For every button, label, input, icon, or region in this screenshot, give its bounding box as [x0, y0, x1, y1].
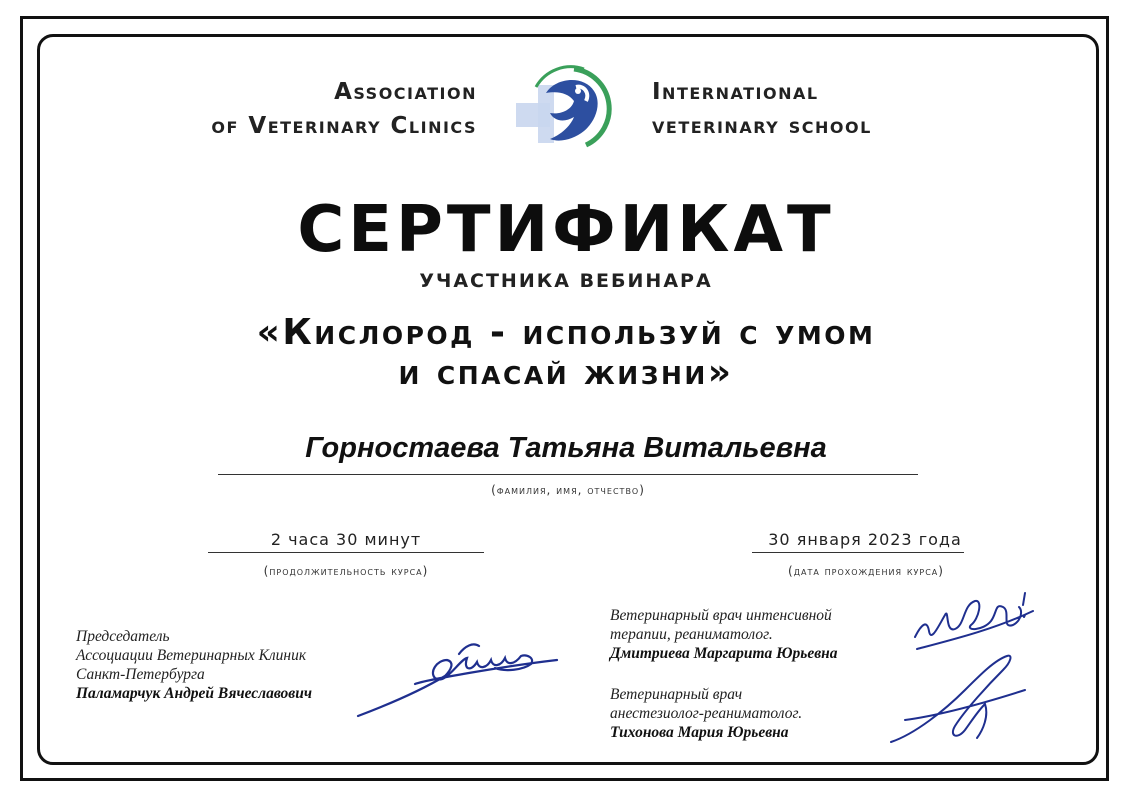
chair-name: Паламарчук Андрей Вячеславович — [76, 685, 312, 702]
completion-date: 30 января 2023 года — [768, 530, 962, 549]
school-line-1: International — [652, 79, 819, 105]
name-caption: (фамилия, имя, отчество) — [491, 483, 645, 497]
vet1-signatory — [610, 606, 910, 663]
date-caption: (дата прохождения курса) — [788, 564, 944, 578]
school-line-2: veterinary school — [652, 113, 872, 139]
vet2-name: Тихонова Мария Юрьевна — [610, 724, 789, 741]
course-title-line-2: и спасай жизни» — [398, 352, 734, 393]
association-line-2: of Veterinary Clinics — [211, 113, 477, 139]
chair-role-line-1: Председатель — [76, 628, 170, 645]
participant-name: Горностаева Татьяна Витальевна — [305, 432, 827, 464]
certificate-title: СЕРТИФИКАТ — [297, 193, 835, 267]
vet2-signature-image — [885, 650, 1035, 750]
association-name — [97, 75, 477, 143]
chair-signature-image — [355, 636, 560, 721]
chair-role-line-2: Ассоциации Ветеринарных Клиник — [76, 647, 307, 664]
name-underline — [218, 474, 918, 475]
course-title-line-1: «Кислород - используй с умом — [256, 312, 876, 353]
duration-caption: (продолжительность курса) — [263, 564, 429, 578]
vet1-role-line-1: Ветеринарный врач интенсивной — [610, 607, 832, 624]
chair-role-line-3: Санкт-Петербурга — [76, 666, 205, 683]
vet2-role-line-2: анестезиолог-реаниматолог. — [610, 705, 803, 722]
date-underline — [752, 552, 964, 553]
vet1-name: Дмитриева Маргарита Юрьевна — [610, 645, 838, 662]
vet1-role-line-2: терапии, реаниматолог. — [610, 626, 773, 643]
course-title — [0, 313, 1132, 393]
veterinary-logo-icon — [514, 63, 614, 153]
duration-underline — [208, 552, 484, 553]
certificate-subtitle: УЧАСТНИКА ВЕБИНАРА — [419, 270, 713, 292]
chair-signatory — [76, 627, 366, 703]
vet2-signatory — [610, 685, 910, 742]
association-line-1: Association — [334, 79, 477, 105]
school-name — [652, 75, 992, 143]
vet2-role-line-1: Ветеринарный врач — [610, 686, 743, 703]
course-duration: 2 часа 30 минут — [270, 530, 422, 549]
